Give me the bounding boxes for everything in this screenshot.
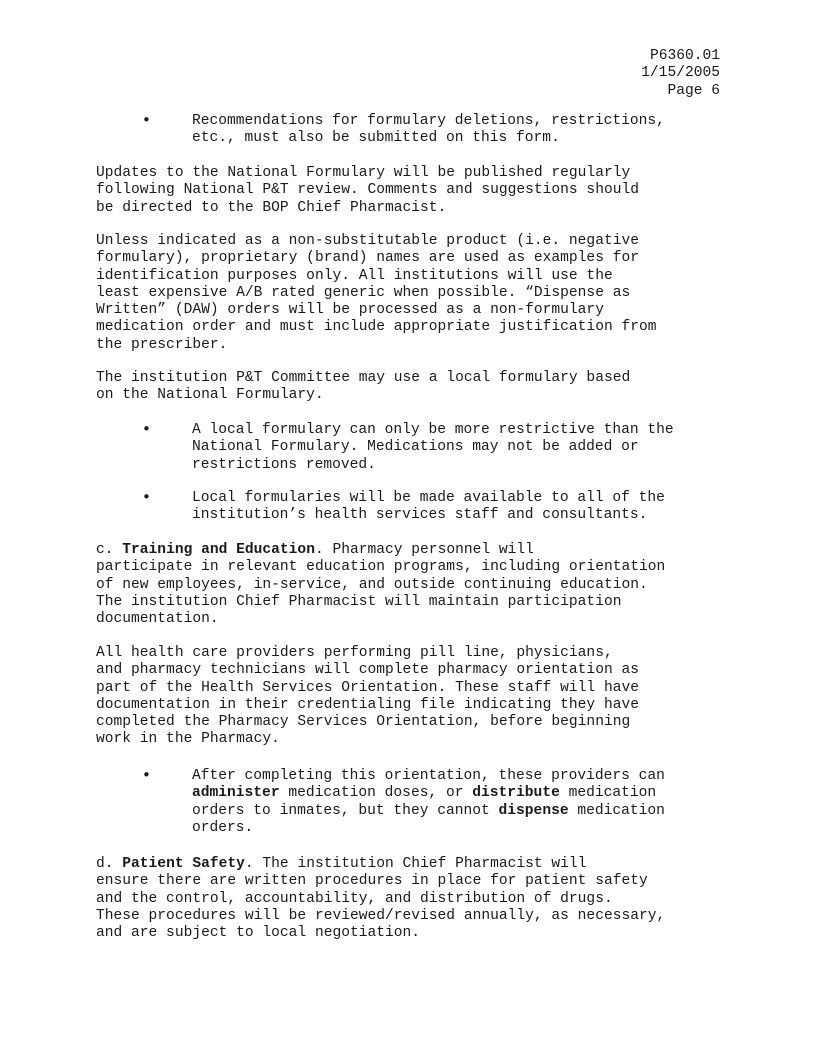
bullet-icon: • <box>142 488 151 506</box>
bullet-text-part: After completing this orientation, these providers can <box>192 768 665 784</box>
section-text: Pharmacy personnel will participate in relevant education programs, including orientation of new employees, in-service, and outside continuing education. The institution Chief Pharmacist will maintain participation documentation. <box>96 542 666 628</box>
bullet-text: Local formularies will be made available to all of the institution’s health services staff and consultants. <box>192 490 665 524</box>
bullet-text <box>192 768 732 837</box>
bullet-text: A local formulary can only be more restrictive than the National Formulary. Medications may not be added or restrictions removed. <box>192 422 674 473</box>
emphasis-administer: administer <box>192 785 280 802</box>
bullet-text-part: medication orders. <box>192 802 665 836</box>
bullet-icon: • <box>142 111 151 129</box>
section-text: The institution Chief Pharmacist will ensure there are written procedures in place for patient safety and the control, accountability, and distribution of drugs. These procedures will be reviewed/revised annually, as necessary, and are subject to local negotiation. <box>96 856 666 942</box>
bullet-icon: • <box>142 766 151 784</box>
section-title: Patient Safety <box>122 856 245 872</box>
bullet-text: Recommendations for formulary deletions, restrictions, etc., must also be submitted on this form. <box>192 113 665 147</box>
section-title-period: . <box>244 856 254 872</box>
document-date: 1/15/2005 <box>641 65 720 82</box>
emphasis-dispense: dispense <box>498 802 569 819</box>
page-number: Page 6 <box>667 82 720 99</box>
paragraph-orientation: All health care providers performing pill line, physicians, and pharmacy technicians will complete pharmacy orientation as part of the Health Services Orientation. These staff will have documentation in their credentialing file indicating they have completed the Pharmacy Services Orientation, before beginning work in the Pharmacy. <box>96 645 639 748</box>
section-patient-safety <box>96 856 736 942</box>
bullet-text-part: medication doses, or <box>279 785 473 802</box>
paragraph-updates: Updates to the National Formulary will be published regularly following National P&T review. Comments and suggestions should be directed to the BOP Chief Pharmacist. <box>96 165 639 216</box>
paragraph-substitution: Unless indicated as a non-substitutable product (i.e. negative formulary), proprietary (brand) names are used as examples for identification purposes only. All institutions will use the least expensive A/B rated generic when possible. “Dispense as Written” (DAW) orders will be processed as a non-formulary medication order and must include appropriate justification from the prescriber. <box>96 233 657 353</box>
paragraph-local-formulary: The institution P&T Committee may use a local formulary based on the National Formulary. <box>96 370 631 404</box>
section-label: c. <box>96 542 123 558</box>
section-label: d. <box>96 856 123 872</box>
document-number: P6360.01 <box>649 48 720 64</box>
section-title: Training and Education <box>122 542 315 558</box>
emphasis-distribute: distribute <box>472 785 560 802</box>
page-header <box>641 48 720 100</box>
section-training-education <box>96 542 736 628</box>
section-title-period: . <box>314 542 324 558</box>
bullet-text-part: medication orders to inmates, but they cannot <box>192 785 657 819</box>
bullet-icon: • <box>142 420 151 438</box>
